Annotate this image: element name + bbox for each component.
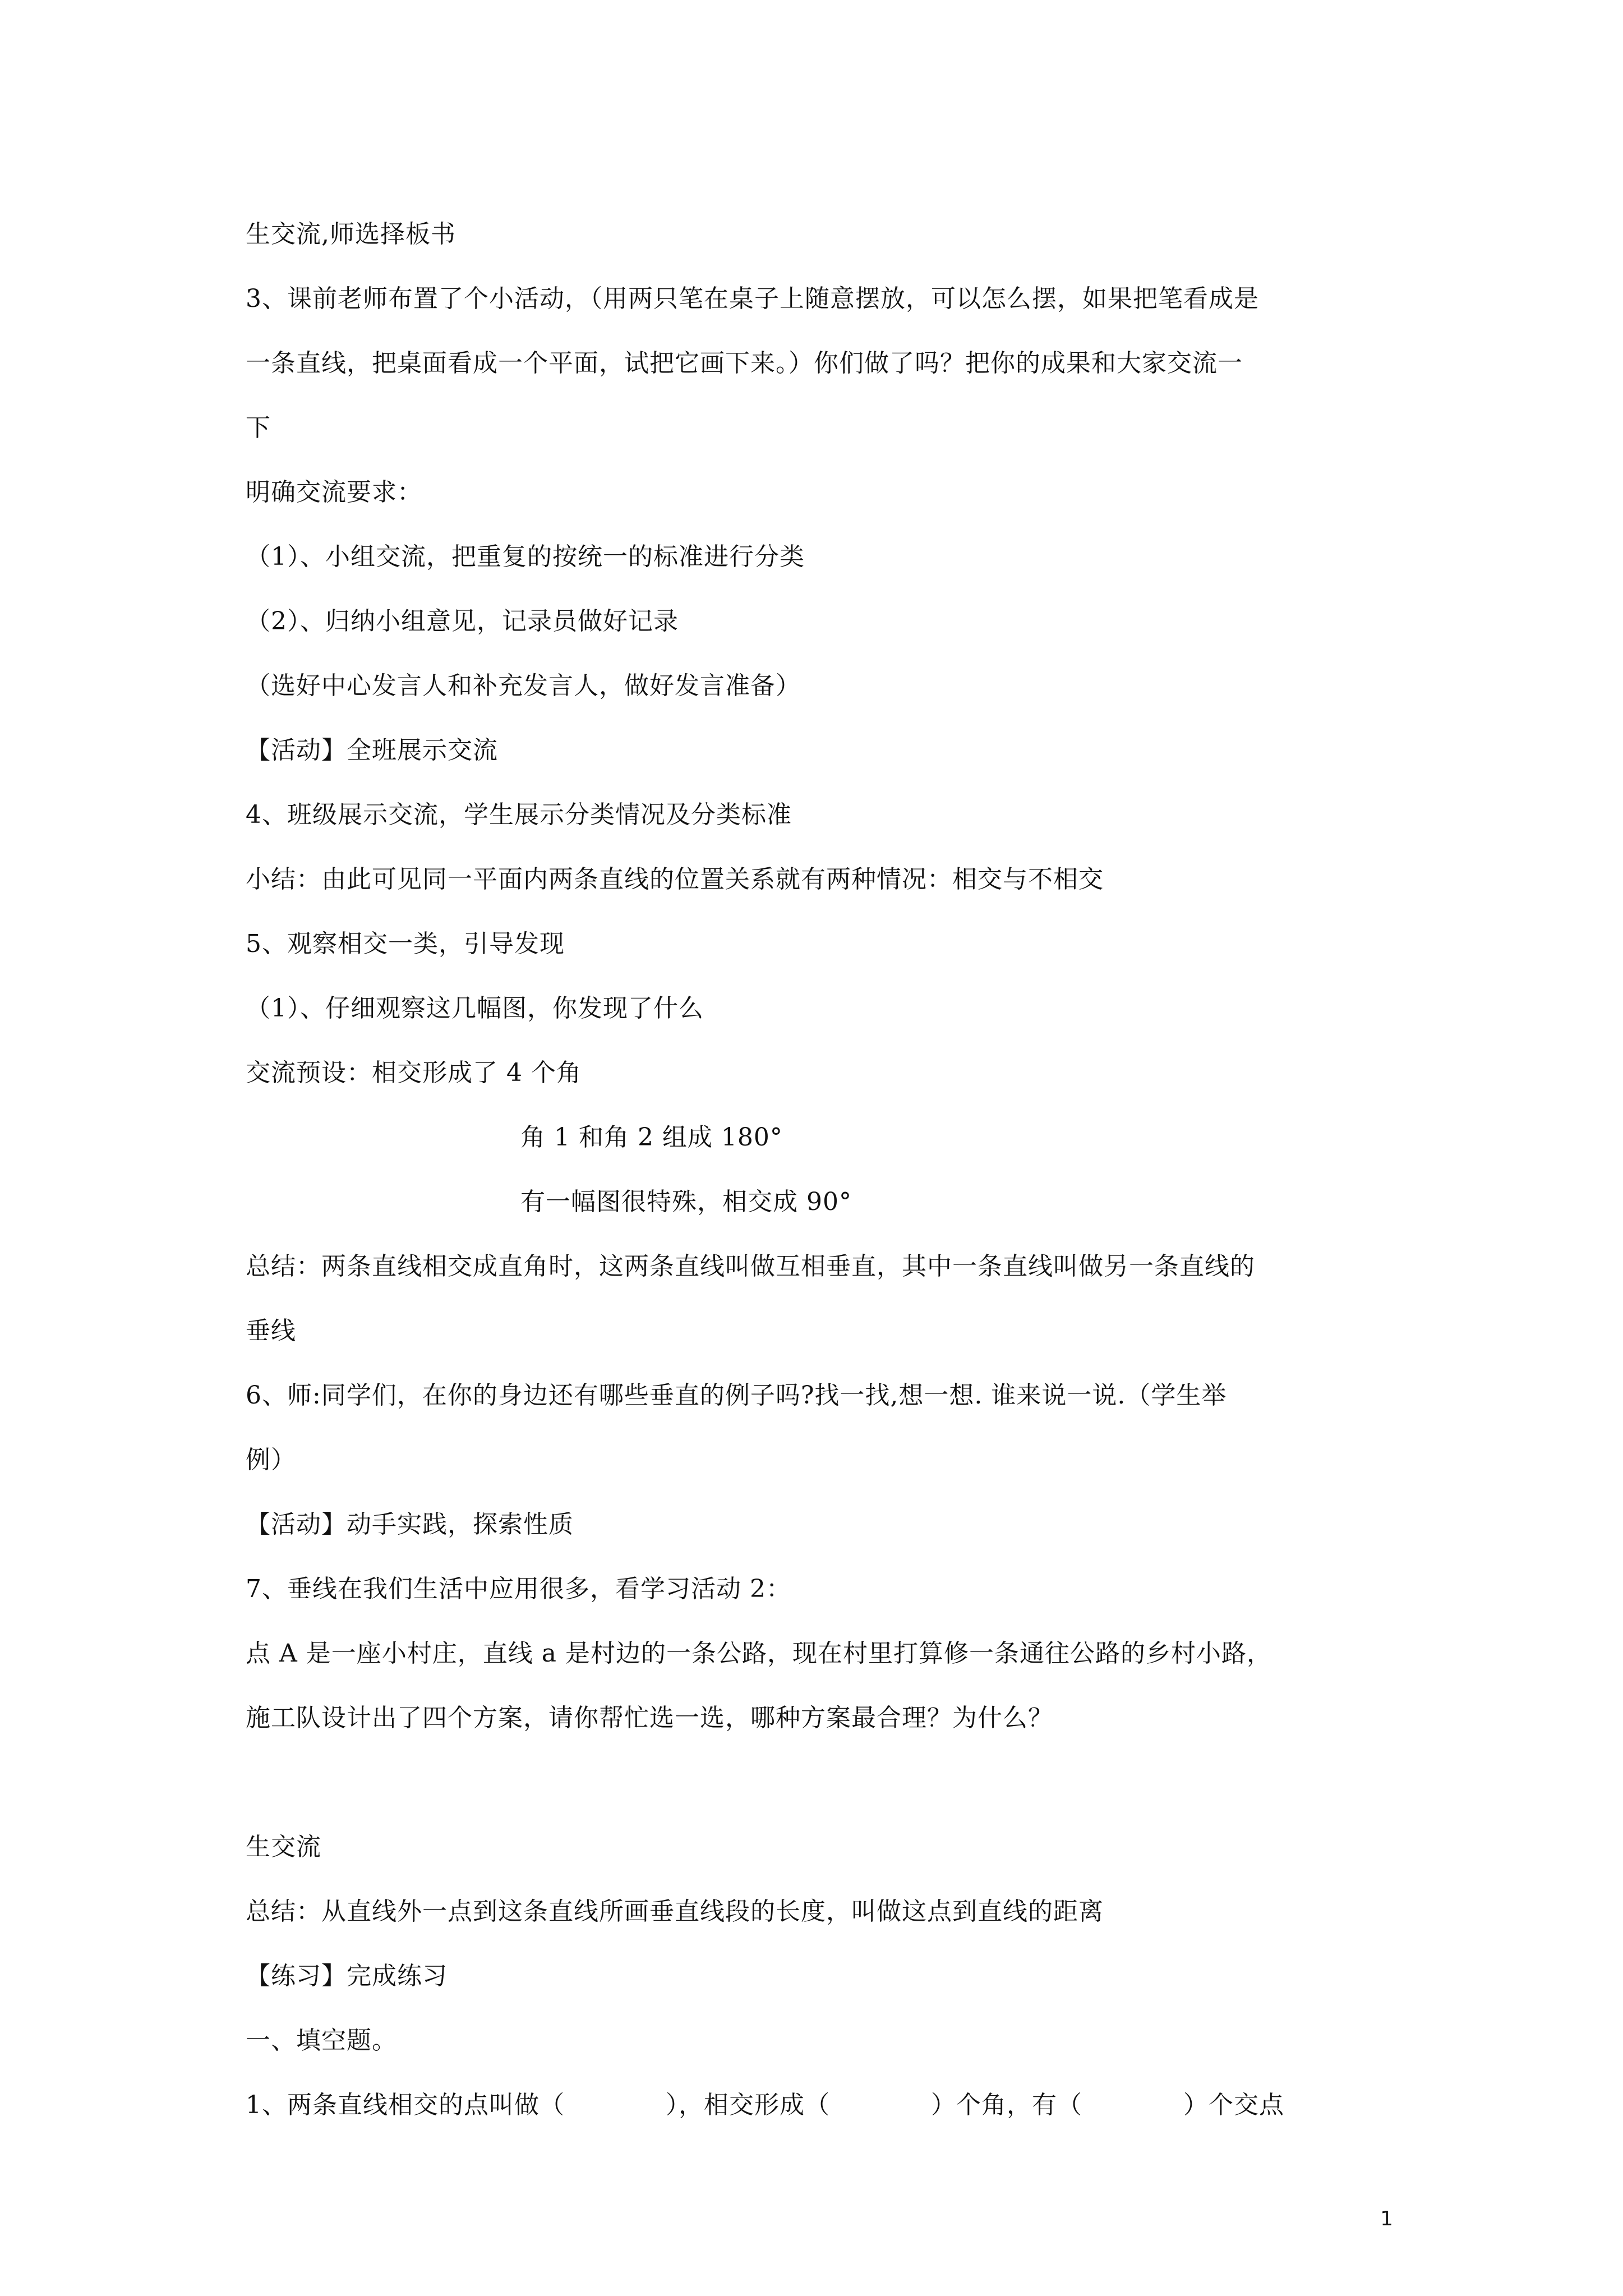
text-line: 下 — [246, 413, 271, 442]
text-line: 6、师:同学们，在你的身边还有哪些垂直的例子吗?找一找,想一想. 谁来说一说.（学生举 — [246, 1381, 1227, 1410]
blank-gap — [246, 1750, 1390, 1815]
text-line: 交流预设：相交形成了 4 个角 — [246, 1059, 582, 1087]
text-line: 总结：从直线外一点到这条直线所画垂直线段的长度，叫做这点到直线的距离 — [246, 1897, 1104, 1926]
text-line: 例） — [246, 1446, 296, 1474]
text-line: 5、观察相交一类，引导发现 — [246, 930, 565, 958]
text-line: 生交流,师选择板书 — [246, 220, 456, 249]
text-line: 垂线 — [246, 1317, 296, 1345]
text-line: 一、填空题。 — [246, 2026, 397, 2055]
page-number: 1 — [1380, 2207, 1393, 2230]
text-line: 明确交流要求： — [246, 478, 422, 507]
text-line: （选好中心发言人和补充发言人，做好发言准备） — [246, 671, 801, 700]
text-line: 总结：两条直线相交成直角时，这两条直线叫做互相垂直，其中一条直线叫做另一条直线的 — [246, 1252, 1255, 1281]
text-line: （1）、小组交流，把重复的按统一的标准进行分类 — [246, 542, 805, 571]
text-line: 点 A 是一座小村庄，直线 a 是村边的一条公路，现在村里打算修一条通往公路的乡村小路， — [246, 1639, 1272, 1668]
section-heading: 【练习】完成练习 — [246, 1962, 448, 1990]
text-line: 3、课前老师布置了个小活动，（用两只笔在桌子上随意摆放，可以怎么摆，如果把笔看成是 — [246, 284, 1259, 313]
text-line-indented: 有一幅图很特殊，相交成 90° — [520, 1188, 852, 1216]
text-line: 施工队设计出了四个方案，请你帮忙选一选，哪种方案最合理？为什么？ — [246, 1704, 1053, 1732]
text-line-indented: 角 1 和角 2 组成 180° — [520, 1123, 783, 1152]
text-line: 小结：由此可见同一平面内两条直线的位置关系就有两种情况：相交与不相交 — [246, 865, 1104, 894]
section-heading: 【活动】全班展示交流 — [246, 736, 498, 765]
text-line: 1、两条直线相交的点叫做（ ），相交形成（ ）个角，有（ ）个交点 — [246, 2091, 1284, 2119]
section-heading: 【活动】动手实践，探索性质 — [246, 1510, 574, 1539]
text-line: （2）、归纳小组意见，记录员做好记录 — [246, 607, 679, 636]
text-line: 4、班级展示交流，学生展示分类情况及分类标准 — [246, 800, 792, 829]
text-line: 生交流 — [246, 1833, 321, 1861]
text-line: 一条直线，把桌面看成一个平面，试把它画下来。）你们做了吗？把你的成果和大家交流一 — [246, 349, 1243, 378]
document-body — [246, 202, 1390, 2137]
text-line: （1）、仔细观察这几幅图，你发现了什么 — [246, 994, 704, 1023]
text-line: 7、垂线在我们生活中应用很多，看学习活动 2： — [246, 1575, 791, 1603]
